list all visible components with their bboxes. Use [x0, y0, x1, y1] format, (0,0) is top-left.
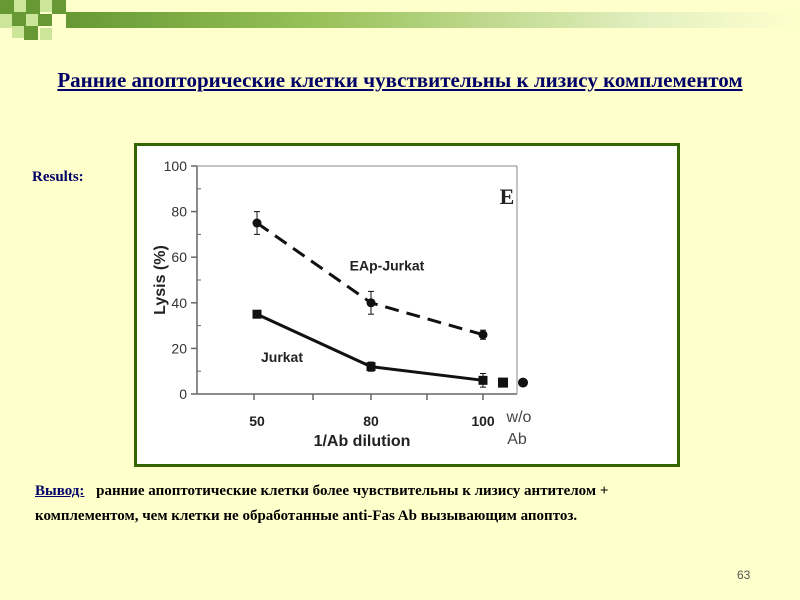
y-tick-label: 0	[179, 386, 187, 402]
y-tick-label: 20	[171, 340, 187, 357]
decor-square	[40, 28, 52, 40]
control-label: w/o	[506, 409, 532, 426]
slide-title: Ранние апопторические клетки чувствительны к лизису комплементом	[57, 68, 743, 92]
x-tick-label: 100	[471, 413, 495, 429]
decor-gradient-bar	[66, 12, 800, 28]
x-tick-label: 80	[363, 413, 379, 429]
data-point	[479, 376, 488, 385]
decor-square	[52, 0, 66, 14]
page-number: 63	[737, 568, 751, 582]
conclusion-lead: Вывод:	[35, 483, 85, 499]
decor-square	[14, 0, 26, 12]
decor-square	[26, 14, 38, 26]
conclusion	[35, 479, 715, 529]
data-point	[367, 362, 376, 371]
results-label: Results:	[32, 169, 84, 185]
x-axis-label: 1/Ab dilution	[313, 433, 411, 450]
decor-square	[12, 12, 26, 26]
decor-square	[40, 0, 52, 12]
data-point	[367, 298, 376, 307]
y-tick-label: 40	[171, 294, 187, 311]
lysis-chart	[137, 146, 677, 464]
decor-square	[12, 26, 24, 38]
decor-square	[0, 14, 12, 28]
data-point	[479, 330, 488, 339]
decor-square	[24, 26, 38, 40]
panel-label: E	[499, 184, 515, 209]
series-label: Jurkat	[260, 348, 304, 365]
y-axis-label: Lysis (%)	[152, 245, 169, 315]
y-tick-label: 60	[171, 249, 187, 266]
y-tick-label: 80	[171, 203, 187, 220]
conclusion-text: ранние апоптотические клетки более чувствительны к лизису антителом + комплементом, чем клетки не обработанные anti-Fas Ab вызывающим апоптоз.	[35, 483, 609, 524]
data-point	[253, 219, 262, 228]
control-point	[498, 378, 508, 388]
control-point	[518, 378, 528, 388]
decor-square	[38, 14, 52, 26]
series-line-eap-jurkat	[257, 223, 483, 335]
data-point	[253, 310, 262, 319]
chart-frame	[134, 143, 680, 467]
y-tick-label: 100	[163, 158, 187, 174]
series-label: EAp-Jurkat	[349, 257, 425, 274]
decor-square	[26, 0, 40, 14]
x-tick-label: 50	[249, 413, 265, 429]
control-label: Ab	[507, 431, 527, 448]
